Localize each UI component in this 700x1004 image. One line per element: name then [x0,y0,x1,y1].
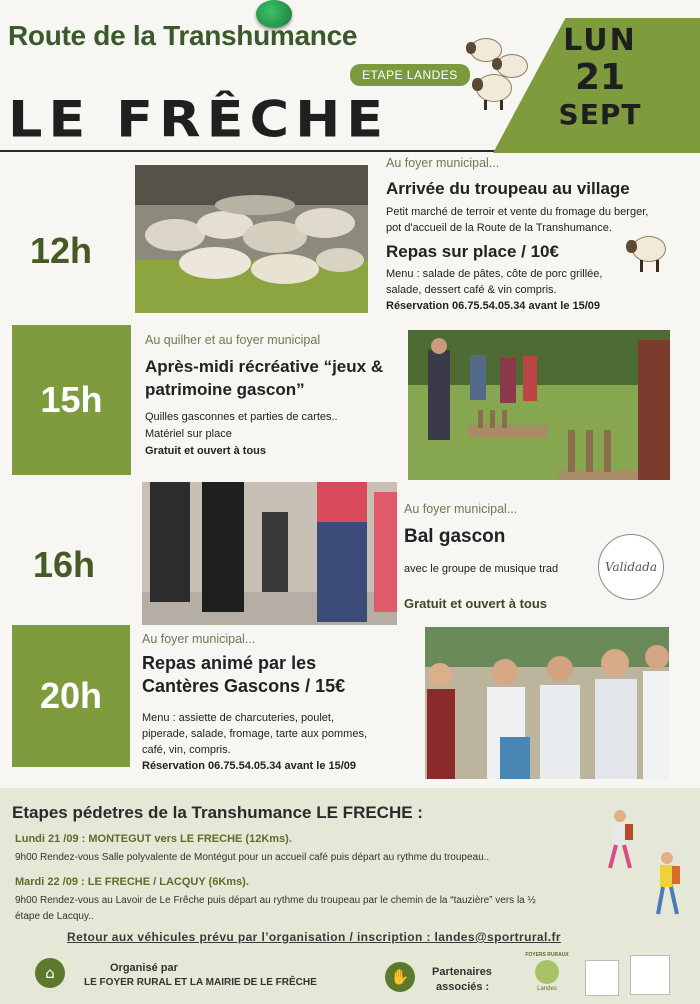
sheep-icon [626,232,670,276]
event-note: Gratuit et ouvert à tous [145,445,267,457]
partners-label: Partenaires [432,966,492,978]
hiker-icon [650,850,684,924]
event-time-20h: 20h [12,625,130,767]
etape-day1-label: Lundi 21 /09 : MONTEGUT vers LE FRECHE (12Kms). [15,833,292,845]
sheep-flock-photo [135,165,368,313]
event-desc: avec le groupe de musique trad [404,563,559,575]
organise-label: Organisé par [110,962,178,974]
reservation-text: Réservation 06.75.54.05.34 avant le 15/09 [386,300,601,312]
title-divider [0,150,510,152]
singers-photo [425,627,669,779]
reservation-text: Réservation 06.75.54.05.34 avant le 15/09 [142,760,357,772]
event-title: Arrivée du troupeau au village [386,179,630,198]
event-title-line: patrimoine gascon” [145,380,305,399]
village-title: LE FRÊCHE [8,90,390,149]
event-location: Au quilher et au foyer municipal [145,333,321,347]
etape-day2-label: Mardi 22 /09 : LE FRECHE / LACQUY (6Kms). [15,876,249,888]
etape-day1-desc: 9h00 Rendez-vous Salle polyvalente de Montégut pour un accueil café puis départ au rythme du troupeau.. [15,852,490,863]
event-desc-line: Quilles gasconnes et parties de cartes.. [145,411,338,423]
menu-line: café, vin, compris. [142,744,231,756]
route-title: Route de la Transhumance [8,20,358,51]
menu-line: Menu : salade de pâtes, côte de porc grillée, [386,268,603,280]
etape-day2-desc: 9h00 Rendez-vous au Lavoir de Le Frêche puis départ au rythme du troupeau par le chemin de la “tauzière” vers la ½ [15,895,536,906]
handshake-icon: ✋ [385,962,415,992]
event-title-line: Repas animé par les [142,653,317,673]
event-subtitle: Repas sur place / 10€ [386,242,559,261]
event-location: Au foyer municipal... [404,502,518,516]
event-time-16h: 16h [33,544,96,585]
event-desc-line: Matériel sur place [145,428,232,440]
house-icon: ⌂ [35,958,65,988]
partner1-emblem [535,960,559,984]
event-title-line: Cantères Gascons / 15€ [142,676,346,696]
foyers-ruraux-logo [522,952,572,1000]
event-note: Gratuit et ouvert à tous [404,596,548,611]
partner1-top: FOYERS RURAUX [525,952,569,958]
validada-logo [598,534,664,600]
date-day: LUN [563,23,637,58]
quilles-game-photo [408,330,670,480]
partner1-bottom: Landes [537,986,557,992]
validada-logo-text: Validada [604,560,658,574]
partners-label: associés : [436,981,490,993]
date-month: SEPT [558,98,642,131]
event-location: Au foyer municipal... [142,632,256,646]
event-title-line: Après-midi récréative “jeux & [145,357,384,376]
event-time-12h: 12h [30,230,93,271]
partner-logo [630,955,670,995]
date-text [530,24,670,132]
partner-logo [585,960,619,996]
menu-line: salade, dessert café & vin compris. [386,284,557,296]
dance-photo [142,482,397,625]
event-desc-line: pot d'accueil de la Route de la Transhumance. [386,222,612,234]
etape-badge: ETAPE LANDES [350,64,470,86]
event-desc-line: Petit marché de terroir et vente du fromage du berger, [386,206,649,218]
etape-day2-desc: étape de Lacquy.. [15,911,94,922]
menu-line: piperade, salade, fromage, tarte aux pommes, [142,728,368,740]
organise-by: LE FOYER RURAL ET LA MAIRIE DE LE FRÊCHE [84,977,317,988]
event-time-15h: 15h [12,325,131,475]
hiker-icon [604,808,636,878]
retour-link[interactable]: Retour aux véhicules prévu par l’organisation / inscription : landes@sportrural.fr [67,930,561,944]
menu-line: Menu : assiette de charcuteries, poulet, [142,712,334,724]
event-location: Au foyer municipal... [386,156,500,170]
date-number: 21 [574,57,626,98]
event-title: Bal gascon [404,526,506,547]
etapes-title: Etapes pédetres de la Transhumance LE FRECHE : [12,803,423,822]
